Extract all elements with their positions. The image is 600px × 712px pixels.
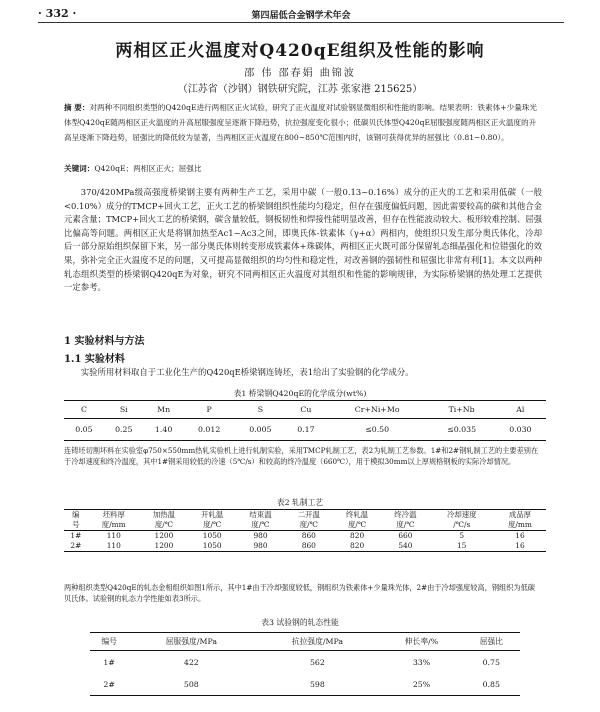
table-cell: 33%: [412, 657, 431, 667]
table-cell: 0.85: [463, 673, 520, 696]
section-heading-1: 1 实验材料与方法: [64, 336, 145, 347]
paper-title: 两相区正火温度对Q420qE组织及性能的影响: [115, 41, 485, 61]
table-header-cell: 伸长率/%: [380, 633, 462, 651]
table-header-cell: 开轧温: [188, 510, 236, 521]
table-cell: 2#: [90, 673, 128, 696]
table-cell: 860: [285, 541, 333, 552]
table-cell: 660: [398, 531, 413, 540]
page-number: · 332 ·: [38, 7, 77, 20]
table-header-cell: 度/℃: [333, 520, 381, 531]
table-cell: 1#: [103, 657, 115, 667]
table-cell: 1050: [188, 541, 236, 552]
as-rolled-properties-table: [90, 632, 520, 696]
table-cell: 0.005: [235, 419, 286, 441]
table-header-cell: 抗拉强度/MPa: [254, 633, 380, 651]
table-row: [64, 419, 546, 441]
table-header-cell: S: [235, 401, 286, 419]
table-cell: 598: [254, 673, 380, 696]
table-cell: 422: [183, 657, 199, 667]
table-cell: 0.012: [184, 419, 235, 441]
keywords-text: Q420qE；两相区正火；屈强比: [94, 164, 202, 173]
table-header-row: [64, 510, 546, 521]
table-header-cell: Ti+Nb: [429, 401, 495, 419]
keywords-label: 关键词：: [64, 164, 95, 173]
table-cell: 980: [253, 531, 268, 540]
table-cell: 1.40: [144, 419, 184, 441]
table1-caption: 表1 桥梁钢Q420qE的化学成分(wt%): [233, 389, 367, 398]
table-header-cell: 屈强比: [463, 633, 520, 651]
keywords: [64, 163, 540, 174]
rolling-process-table: [64, 509, 546, 552]
table-header-cell: 编: [64, 510, 88, 521]
affiliation: （江苏省（沙钢）钢铁研究院，江苏 张家港 215625）: [177, 84, 423, 95]
table-cell: 25%: [380, 673, 462, 696]
table-cell: 16: [515, 531, 525, 540]
table-header-cell: Si: [104, 401, 144, 419]
table2-caption: 表2 轧制工艺: [276, 498, 324, 507]
conference-name: 第四届低合金钢学术年会: [251, 11, 351, 21]
table-cell: 0.25: [104, 419, 144, 441]
table-header-cell: 编号: [90, 633, 128, 651]
table-cell: 980: [236, 541, 284, 552]
table-header-cell: 度/℃: [381, 520, 429, 531]
table-header-cell: 终轧温: [333, 510, 381, 521]
table-cell: 1#: [70, 531, 82, 540]
table-cell: 1200: [140, 541, 188, 552]
table-cell: 2#: [64, 541, 88, 552]
table-header-row: [64, 520, 546, 531]
table-header-cell: /℃/s: [430, 520, 494, 531]
table-row: [90, 651, 520, 674]
table-header-cell: 二开温: [285, 510, 333, 521]
chemical-composition-table: [64, 400, 546, 441]
introduction-paragraph: 370/420MPa级高强度桥梁钢主要有两种生产工艺，采用中碳（一般0.13~0.16%）成分的正火的工艺和采用低碳（一般<0.10%）成分的TMCP+回火工艺，正火工艺的桥梁钢组织性能均匀稳定，但存在强度偏低问题，因此需要较高的碳和其他合金元素含量；TMCP+回火工艺的桥梁钢，碳含量较低，钢板韧性和焊接性能明显改善，但存在性能波动较大、板形较难控制、屈强比偏高等问题。两相区正火是将钢加热至Ac1~Ac3之间，即奥氏体-铁素体（γ+α）两相内，使组织只发生部分奥氏体化，冷却后一部分原始组织保留下来，另一部分奥氏体则转变形成铁素体+珠碳体，两相区正火既可部分保留轧态细晶强化和位错强化的效果，弥补完全正火温度不足的问题，又可提高显微组织的均匀性和稳定性，对改善钢的强韧性和屈强比非常有利[1]。本文以两种轧态组织类型的桥梁钢Q420qE为对象，研究不同两相区正火温度对其组织和性能的影响规律，为实际桥梁钢的热处理工艺提供一定参考。: [64, 187, 542, 293]
table-cell: 820: [350, 531, 365, 540]
table-cell: ≤0.035: [429, 419, 495, 441]
table-cell: 540: [381, 541, 429, 552]
table-cell: 860: [301, 531, 316, 540]
running-header: [38, 4, 564, 23]
table-header-cell: Mn: [144, 401, 184, 419]
table-row: [90, 673, 520, 696]
table-header-cell: 终冷温: [381, 510, 429, 521]
table-cell: 0.030: [495, 419, 546, 441]
table-header-cell: Cu: [286, 401, 326, 419]
table-header-cell: P: [184, 401, 235, 419]
table-row: [64, 531, 546, 542]
table-cell: 110: [88, 541, 140, 552]
table3-caption: 表3 试验钢的轧态性能: [261, 618, 339, 627]
rolling-note: 连铸坯切割坏料在实验室φ750×550mm热轧实验机上进行轧制实验，采用TMCP轧制工艺，表2为轧制工艺参数。1#和2#钢轧制工艺的主要差别在于冷却速度和终冷温度，其中1#钢采用较低的冷速（5℃/s）和较高的终冷温度（660℃），用于模拟30mm以上厚规格钢板的实际冷却情况。: [64, 446, 539, 466]
table-cell: 15: [430, 541, 494, 552]
table-header-cell: 度/mm: [88, 520, 140, 531]
table-header-cell: 度/℃: [236, 520, 284, 531]
table-header-cell: 加热温: [140, 510, 188, 521]
table-header-cell: Cr+Ni+Mo: [326, 401, 429, 419]
table-cell: 5: [459, 531, 465, 540]
table-header-cell: Al: [495, 401, 546, 419]
table-cell: 0.75: [482, 657, 500, 667]
table-cell: 820: [333, 541, 381, 552]
table-header-row: [90, 633, 520, 651]
authors: 邵 伟 邵春娟 曲锦波: [244, 68, 356, 79]
table-header-cell: 坯料厚: [88, 510, 140, 521]
table-header-cell: 成品厚: [494, 510, 546, 521]
table-cell: 0.05: [64, 419, 104, 441]
microstructure-note: 两种组织类型Q420qE的轧态金相组织如图1所示，其中1#由于冷却强度较低，钢组织为铁素体+少量珠光体，2#由于冷却强度较高，钢组织为低碳贝氏体。试验钢的轧态力学性能如表3所示。: [64, 583, 535, 603]
table-cell: 508: [128, 673, 254, 696]
table-cell: 1050: [202, 531, 222, 540]
table-header-cell: 屈服强度/MPa: [128, 633, 254, 651]
materials-paragraph: 实验所用材料取自于工业化生产的Q420qE桥梁钢连铸坯，表1给出了实验钢的化学成分。: [80, 367, 414, 377]
table-header-cell: 冷却速度: [430, 510, 494, 521]
table-cell: 0.17: [286, 419, 326, 441]
table-header-row: [64, 401, 546, 419]
table-header-cell: 度/℃: [140, 520, 188, 531]
table-header-cell: 度/mm: [494, 520, 546, 531]
abstract-text: 对两种不同组织类型的Q420qE进行两相区正火试验，研究了正火温度对试验钢显微组织和性能的影响。结果表明：铁素体+少量珠光体型Q420qE随两相区正火温度的升高屈服强度呈逐渐下降趋势，抗拉强度变化很小；低碳贝氏体型Q420qE屈服强度随两相区正火温度的升高呈逐渐下降趋势，屈强比的降低较为显著，当两相区正火温度在800~850℃范围内时，该钢可获得优异的屈强比（0.81~0.80）。: [64, 103, 537, 142]
table-row: [64, 541, 546, 552]
table-header-cell: 号: [64, 520, 88, 531]
table-cell: ≤0.50: [326, 419, 429, 441]
table-header-cell: 度/℃: [188, 520, 236, 531]
table-cell: 562: [309, 657, 325, 667]
table-header-cell: 度/℃: [285, 520, 333, 531]
table-header-cell: C: [64, 401, 104, 419]
table-header-cell: 结束温: [236, 510, 284, 521]
table-cell: 16: [494, 541, 546, 552]
table-cell: 1200: [154, 531, 174, 540]
table-cell: 110: [106, 531, 121, 540]
section-heading-1-1: 1.1 实验材料: [64, 354, 125, 365]
abstract-label: 摘 要：: [64, 103, 90, 112]
abstract: [64, 100, 540, 145]
